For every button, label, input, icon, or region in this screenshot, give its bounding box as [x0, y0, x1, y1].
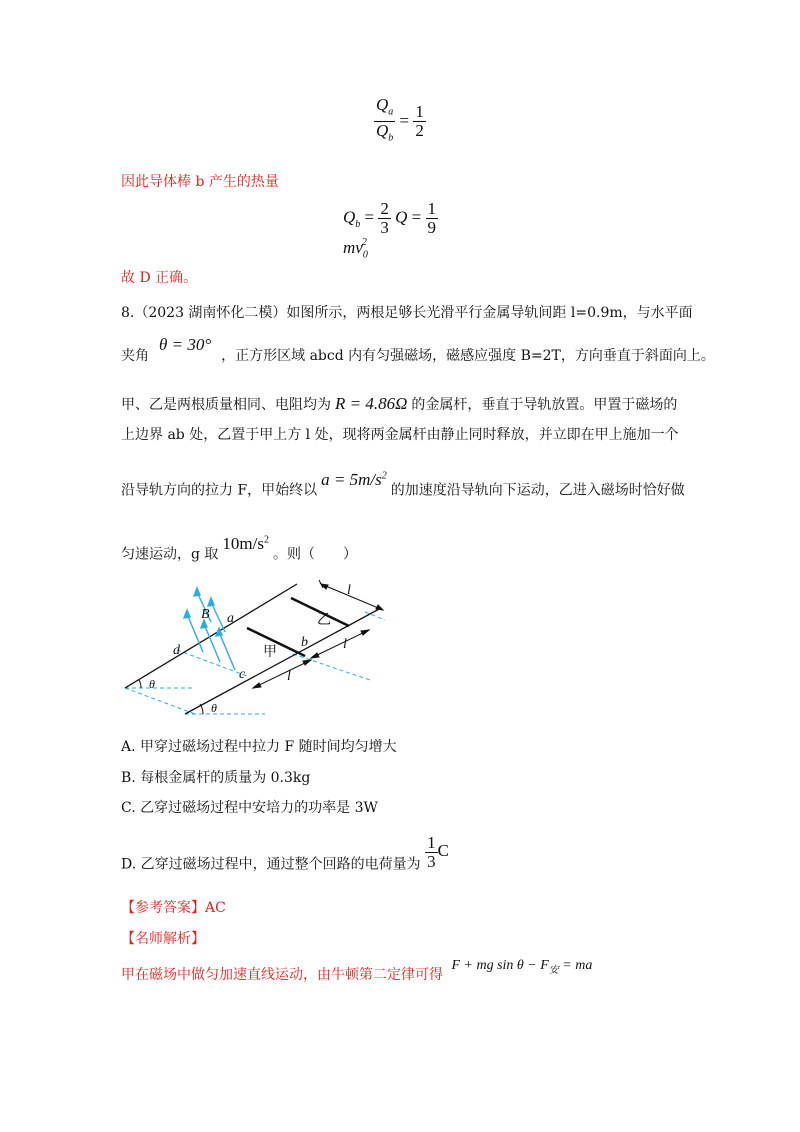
- rail-diagram: [115, 572, 415, 722]
- label-theta-1: θ: [149, 677, 155, 691]
- rail-right: [185, 608, 381, 714]
- label-yi: 乙: [317, 613, 331, 628]
- projection-dashed-4: [365, 612, 385, 620]
- projection-dashed-3: [293, 654, 370, 680]
- question-line-4: 上边界 ab 处，乙置于甲上方 l 处，现将两金属杆由静止同时释放，并立即在甲上施加一个: [121, 427, 679, 443]
- equation-qb-heat: $Q_b$ = $\frac{2}{3}$ Q = $\frac{1}{9}$ $mv_0^2$: [343, 199, 436, 261]
- label-l-top: l: [347, 583, 351, 598]
- dimension-arrow-mid: [311, 630, 369, 658]
- option-c: C. 乙穿过磁场过程中安培力的功率是 3W: [121, 800, 378, 816]
- answer-label: 【参考答案】AC: [121, 900, 226, 916]
- newton-equation: F + mg $\sin \theta - F_安$ = ma: [451, 958, 593, 976]
- heat-text: 因此导体棒 b 产生的热量: [121, 174, 279, 190]
- label-l-mid: l: [343, 637, 347, 652]
- charge-fraction: $\frac{1}{3}$ C: [427, 833, 449, 871]
- analysis-label: 【名师解析】: [121, 931, 205, 947]
- analysis-text: 甲在磁场中做匀加速直线运动，由牛顿第二定律可得 F + mg $\sin \theta - F_安$ = ma: [121, 958, 593, 983]
- dimension-arrow-top: [319, 580, 383, 610]
- angle-arc-1: [139, 680, 141, 688]
- label-B: B: [201, 607, 210, 622]
- projection-dashed-1: [125, 688, 195, 714]
- label-jia: 甲: [263, 645, 277, 660]
- gravity-expression: $10m/s^2$: [222, 533, 269, 553]
- resistance-expression: R = 4.86Ω: [335, 394, 408, 413]
- dimension-arrow-low: [253, 660, 311, 688]
- label-d: d: [173, 643, 180, 658]
- question-line-1: 8.（2023 湖南怀化二模）如图所示，两根足够长光滑平行金属导轨间距 l=0.9m，与水平面: [121, 305, 693, 321]
- label-l-low: l: [287, 669, 291, 684]
- option-a: A. 甲穿过磁场过程中拉力 F 随时间均匀增大: [121, 739, 397, 755]
- label-c: c: [239, 667, 246, 682]
- label-theta-2: θ: [211, 701, 217, 715]
- label-a: a: [227, 611, 234, 626]
- d-correct-text: 故 D 正确。: [121, 270, 198, 286]
- label-b: b: [301, 635, 308, 650]
- option-d: D. 乙穿过磁场过程中，通过整个回路的电荷量为 $\frac{1}{3}$ C: [121, 833, 449, 873]
- question-line-3: 甲、乙是两根质量相同、电阻均为 R = 4.86Ω 的金属杆，垂直于导轨放置。甲置于磁场的: [121, 394, 678, 413]
- theta-expression: θ = 30°: [159, 335, 212, 354]
- projection-dashed-2: [177, 650, 247, 676]
- question-line-5: 沿导轨方向的拉力 F，甲始终以$a = 5m/s^2$的加速度沿导轨向下运动，乙进入磁场时恰好做: [121, 469, 685, 499]
- acceleration-expression: $a = 5m/s^2$: [321, 469, 387, 489]
- field-arrows: [184, 588, 235, 670]
- question-line-2: 夹角θ = 30°，正方形区域 abcd 内有匀强磁场，磁感应强度 B=2T，方向垂直于斜面向上。: [121, 335, 715, 364]
- equation-qa-qb-ratio: $\frac{Q_a}{Q_b}$ = $\frac{1}{2}$: [376, 95, 424, 144]
- option-b: B. 每根金属杆的质量为 0.3kg: [121, 770, 311, 786]
- question-line-6: 匀速运动，g 取$10m/s^2$。则（ ）: [121, 533, 357, 563]
